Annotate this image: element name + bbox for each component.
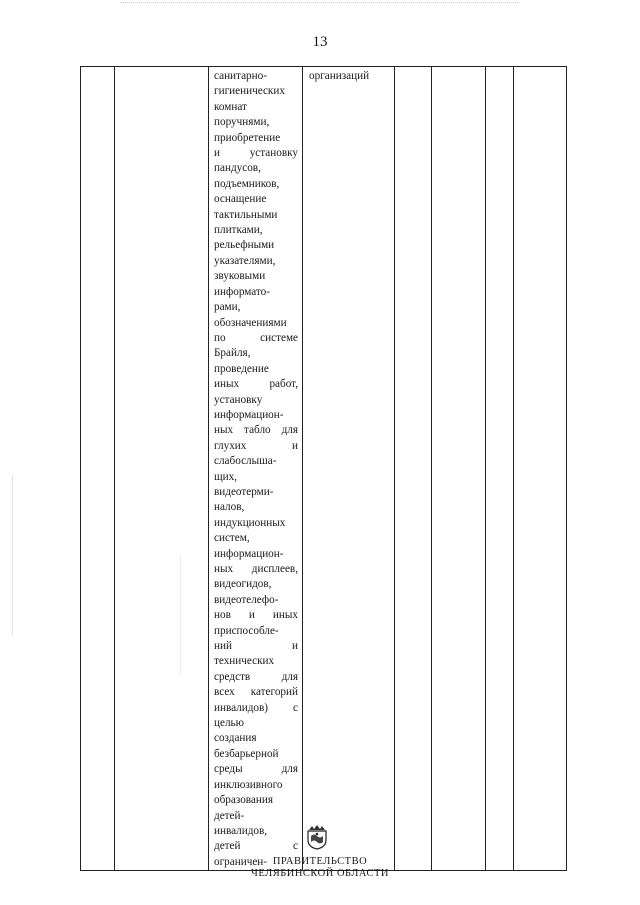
measure-line — [214, 747, 298, 762]
measure-line — [214, 562, 298, 577]
measure-line — [214, 701, 298, 716]
scan-header-noise — [120, 2, 520, 7]
measure-word: рельефными — [214, 239, 275, 252]
measure-line — [214, 685, 298, 700]
measure-line — [214, 346, 298, 361]
measure-text — [214, 69, 298, 870]
measure-word: для — [281, 763, 298, 776]
measure-line — [214, 716, 298, 731]
measure-word: детей- — [214, 809, 245, 822]
measure-word: для — [281, 670, 298, 683]
measure-word: слабослыша- — [214, 455, 277, 468]
measure-word: иных — [214, 378, 240, 391]
footer-organization — [0, 856, 640, 880]
measure-word: с — [293, 701, 298, 714]
measure-word: средств — [214, 670, 251, 683]
table-cell-measure — [209, 67, 303, 871]
table-cell-organization — [303, 67, 395, 871]
measure-word: поручнями, — [214, 116, 270, 129]
measure-line — [214, 300, 298, 315]
measure-word: рами, — [214, 301, 241, 314]
measure-line — [214, 177, 298, 192]
measure-line — [214, 593, 298, 608]
measure-word: санитарно- — [214, 70, 267, 82]
scan-margin-mark — [180, 555, 181, 675]
measure-word: и — [292, 439, 298, 452]
measure-line — [214, 516, 298, 531]
measure-word: целью — [214, 717, 244, 730]
measure-word: с — [293, 840, 298, 853]
measure-word: пандусов, — [214, 162, 261, 175]
measure-line — [214, 316, 298, 331]
table-cell-empty — [115, 67, 209, 871]
measure-word: установку — [249, 147, 298, 160]
measure-word: видеогидов, — [214, 578, 272, 591]
measure-word: оснащение — [214, 193, 267, 206]
measure-word: подъемников, — [214, 177, 280, 190]
table-cell-empty — [432, 67, 486, 871]
measure-word: работ, — [269, 378, 298, 391]
measure-line — [214, 254, 298, 269]
measure-word: и — [292, 640, 298, 653]
measure-line — [214, 778, 298, 793]
measure-line — [214, 285, 298, 300]
measure-line — [214, 439, 298, 454]
measure-line — [214, 500, 298, 515]
measure-word: индукционных — [214, 516, 286, 529]
measure-line — [214, 454, 298, 469]
page-number: 13 — [312, 34, 328, 50]
measure-word: систем, — [214, 532, 250, 545]
table-cell-empty — [514, 67, 567, 871]
measure-line — [214, 485, 298, 500]
measure-line — [214, 161, 298, 176]
measure-line — [214, 731, 298, 746]
measure-word: приобретение — [214, 131, 281, 144]
measure-line — [214, 84, 298, 99]
footer-line-2: ЧЕЛЯБИНСКОЙ ОБЛАСТИ — [251, 868, 389, 879]
measure-line — [214, 839, 298, 854]
measure-word: нов — [214, 609, 231, 622]
measure-line — [214, 547, 298, 562]
measure-word: информато- — [214, 285, 270, 298]
measure-line — [214, 654, 298, 669]
measure-word: создания — [214, 732, 257, 745]
measure-word: плитками, — [214, 224, 263, 237]
measure-line — [214, 208, 298, 223]
organization-text: организаций — [309, 70, 370, 82]
measure-line — [214, 192, 298, 207]
measure-line — [214, 393, 298, 408]
measure-word: среды — [214, 763, 243, 776]
measure-word: гигиенических — [214, 85, 285, 98]
measure-word: ных — [214, 424, 234, 437]
measure-word: инвалидов, — [214, 824, 268, 837]
measure-line — [214, 670, 298, 685]
measure-line — [214, 115, 298, 130]
measure-word: ограничен- — [214, 855, 268, 868]
measure-word: приспособле- — [214, 624, 279, 637]
measure-line — [214, 608, 298, 623]
measure-word: технических — [214, 655, 275, 668]
measure-word: звуковыми — [214, 270, 266, 283]
measure-line — [214, 824, 298, 839]
measure-line — [214, 377, 298, 392]
measure-word: налов, — [214, 501, 245, 514]
measure-line — [214, 762, 298, 777]
measure-word: образования — [214, 794, 274, 807]
footer-line-1: ПРАВИТЕЛЬСТВО — [272, 856, 368, 867]
measure-word: табло — [244, 424, 271, 437]
measure-line — [214, 408, 298, 423]
table-row — [81, 67, 567, 871]
measure-line — [214, 146, 298, 161]
measure-word: Брайля, — [214, 347, 251, 360]
measure-word: указателями, — [214, 254, 276, 267]
measure-word: комнат — [214, 100, 247, 113]
measure-line — [214, 531, 298, 546]
measure-word: щих, — [214, 470, 237, 483]
measure-word: безбарьерной — [214, 747, 279, 760]
coat-of-arms-icon — [305, 824, 329, 850]
measure-line — [214, 809, 298, 824]
measure-word: информацион- — [214, 547, 284, 560]
measure-line — [214, 238, 298, 253]
measure-word: установку — [214, 393, 263, 406]
measure-line — [214, 100, 298, 115]
measure-word: системе — [260, 331, 298, 344]
measure-line — [214, 423, 298, 438]
measure-line — [214, 331, 298, 346]
measure-word: всех — [214, 686, 235, 699]
measure-word: тактильными — [214, 208, 278, 221]
measure-word: ний — [214, 640, 232, 653]
measure-word: ных — [214, 563, 234, 575]
measure-line — [214, 131, 298, 146]
table-cell-number — [81, 67, 115, 871]
measure-word: информацион- — [214, 408, 284, 421]
measure-word: дисплеев, — [251, 563, 298, 575]
measure-line — [214, 269, 298, 284]
measure-word: проведение — [214, 362, 269, 375]
measure-line — [214, 639, 298, 654]
table-cell-empty — [395, 67, 432, 871]
measure-line — [214, 223, 298, 238]
measure-line — [214, 69, 298, 84]
document-table — [80, 66, 567, 871]
measure-word: иных — [272, 609, 298, 622]
measure-word: обозначениями — [214, 316, 287, 329]
measure-word: и — [214, 147, 220, 160]
table-cell-empty — [486, 67, 514, 871]
measure-line — [214, 793, 298, 808]
measure-line — [214, 362, 298, 377]
measure-word: глухих — [214, 439, 247, 452]
measure-line — [214, 470, 298, 485]
measure-word: видеотерми- — [214, 485, 274, 498]
measure-word: детей — [214, 840, 241, 853]
measure-word: видеотелефо- — [214, 593, 279, 606]
scan-margin-mark — [12, 475, 13, 635]
measure-line — [214, 624, 298, 639]
measure-word: для — [281, 424, 298, 437]
measure-line — [214, 577, 298, 592]
measure-word: по — [214, 331, 226, 344]
measure-word: категорий — [250, 686, 298, 699]
measure-word: и — [248, 609, 255, 622]
measure-word: инвалидов) — [214, 701, 269, 714]
measure-word: инклюзивного — [214, 778, 283, 791]
